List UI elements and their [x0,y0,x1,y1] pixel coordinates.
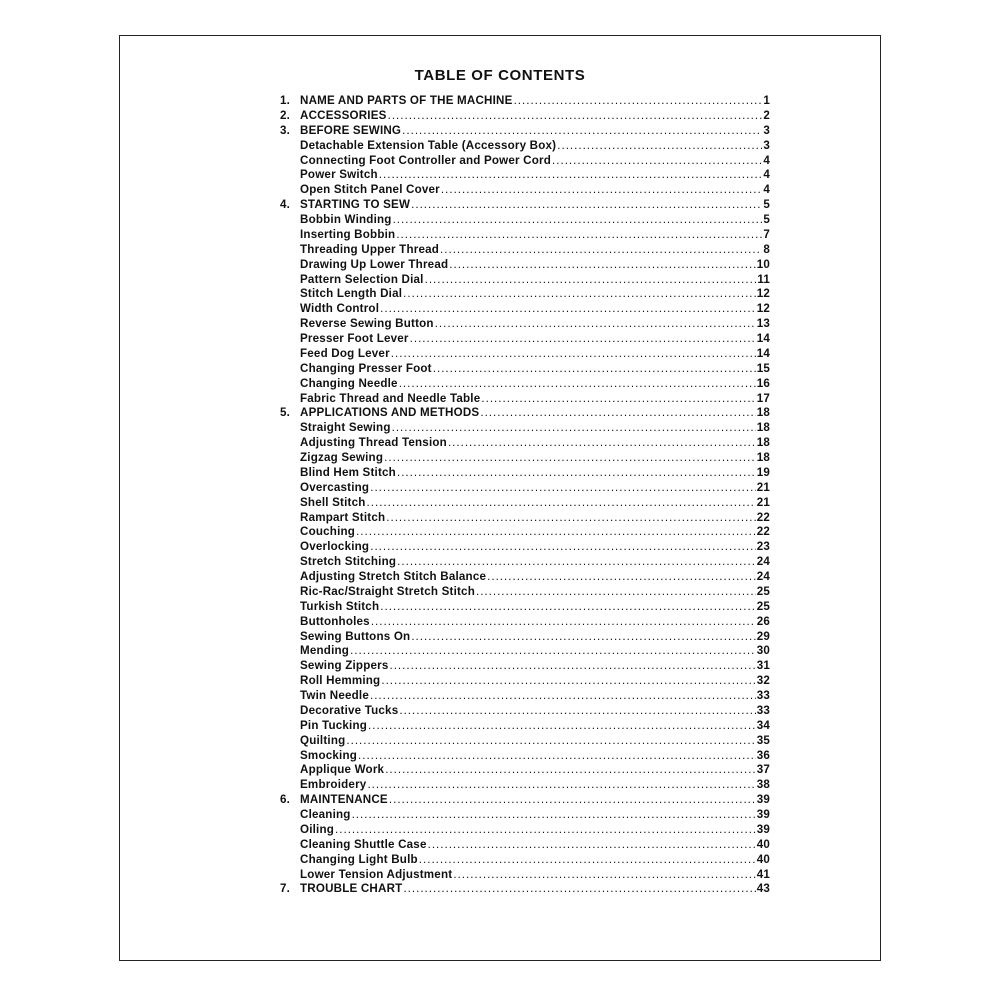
dot-leader [380,600,755,615]
dot-leader [388,109,763,124]
toc-subsection-entry [280,287,770,302]
toc-entry-number: 2. [280,108,291,122]
toc-entry-label: Buttonholes [300,614,370,628]
toc-entry-label: Roll Hemming [300,674,381,688]
toc-entry-page-number: 33 [756,689,770,702]
toc-entry-page-number: 18 [756,406,770,420]
dot-leader [487,570,756,585]
dot-leader [335,823,756,838]
dot-leader [428,838,756,853]
dot-leader [371,615,756,630]
toc-entry-page-number: 39 [756,822,770,836]
toc-entry-label: Stretch Stitching [300,555,397,569]
dot-leader [411,198,762,213]
toc-subsection-entry [280,273,770,288]
toc-entry-page-number: 19 [756,465,770,479]
toc-section-entry [280,793,770,808]
dot-leader [449,258,755,273]
toc-entry-page-number: 11 [757,272,770,286]
toc-entry-page-number: 30 [756,644,770,658]
toc-entry-number: 3. [280,123,291,137]
toc-subsection-entry [280,213,770,228]
dot-leader [389,793,756,808]
dot-leader [403,287,756,302]
document-page [119,35,881,961]
toc-entry-number: 1. [280,94,291,107]
dot-leader [480,406,755,421]
toc-entry-page-number: 16 [756,376,770,390]
toc-subsection-entry [280,451,770,466]
dot-leader [433,362,756,377]
dot-leader [396,228,762,243]
dot-leader [419,853,756,868]
toc-entry-label: Turkish Stitch [300,599,380,613]
dot-leader [350,644,756,659]
toc-entry-page-number: 18 [756,451,770,464]
toc-entry-page-number: 1 [763,94,770,107]
toc-subsection-entry [280,317,770,332]
toc-subsection-entry [280,570,770,585]
toc-entry-page-number: 40 [756,837,770,851]
toc-entry-number: 7. [280,882,291,896]
toc-subsection-entry [280,853,770,868]
dot-leader [380,302,756,317]
toc-subsection-entry [280,540,770,555]
toc-entry-page-number: 41 [756,867,770,881]
toc-section-entry [280,124,770,139]
toc-subsection-entry [280,778,770,793]
toc-entry-page-number: 3 [763,123,770,137]
dot-leader [410,332,756,347]
dot-leader [393,213,763,228]
toc-subsection-entry [280,674,770,689]
toc-entry-label: Overlocking [300,540,370,554]
toc-subsection-entry [280,258,770,273]
toc-entry-label: Sewing Zippers [300,659,389,673]
toc-entry-label: Blind Hem Stitch [300,465,396,479]
dot-leader [403,882,755,897]
toc-entry-label: Changing Light Bulb [300,852,418,866]
toc-entry-label: Applique Work [300,763,385,777]
toc-subsection-entry [280,868,770,883]
toc-subsection-entry [280,183,770,198]
dot-leader [370,481,755,496]
toc-subsection-entry [280,496,770,511]
toc-entry-page-number: 14 [756,346,770,360]
toc-entry-page-number: 33 [756,703,770,717]
dot-leader [397,555,756,570]
toc-entry-page-number: 4 [763,183,770,197]
toc-subsection-entry [280,644,770,659]
toc-entry-label: APPLICATIONS AND METHODS [300,406,480,420]
toc-entry-label: Detachable Extension Table (Accessory Box) [300,138,557,152]
dot-leader [411,630,755,645]
toc-entry-label: Oiling [300,822,335,836]
toc-entry-label: Straight Sewing [300,421,391,435]
toc-subsection-entry [280,466,770,481]
dot-leader [514,94,763,109]
toc-section-entry [280,94,770,109]
toc-entry-label: Pattern Selection Dial [300,272,424,286]
toc-subsection-entry [280,630,770,645]
table-of-contents [280,94,770,897]
toc-entry-page-number: 36 [756,748,770,762]
toc-entry-label: Adjusting Stretch Stitch Balance [300,570,487,583]
toc-entry-number: 5. [280,406,291,420]
toc-entry-label: Twin Needle [300,689,369,702]
toc-section-entry [280,882,770,897]
dot-leader [392,421,756,436]
toc-entry-page-number: 23 [756,540,770,554]
toc-entry-label: Lower Tension Adjustment [300,867,453,881]
toc-entry-page-number: 24 [756,555,770,569]
toc-subsection-entry [280,808,770,823]
toc-entry-label: Changing Needle [300,376,398,390]
toc-subsection-entry [280,823,770,838]
toc-subsection-entry [280,689,770,704]
dot-leader [352,808,756,823]
page-title: TABLE OF CONTENTS [414,67,586,84]
toc-entry-label: ACCESSORIES [300,108,387,122]
dot-leader [367,778,755,793]
toc-subsection-entry [280,734,770,749]
toc-subsection-entry [280,481,770,496]
dot-leader [379,168,763,183]
toc-entry-label: Changing Presser Foot [300,361,432,375]
toc-entry-label: Mending [300,644,350,658]
toc-entry-label: Embroidery [300,778,367,792]
toc-subsection-entry [280,347,770,362]
dot-leader [557,139,762,154]
dot-leader [367,496,756,511]
toc-subsection-entry [280,139,770,154]
dot-leader [453,868,755,883]
toc-entry-page-number: 24 [756,570,770,583]
dot-leader [435,317,756,332]
toc-subsection-entry [280,168,770,183]
toc-entry-page-number: 5 [763,198,770,212]
toc-section-entry [280,109,770,124]
toc-entry-label: Connecting Foot Controller and Power Cord [300,153,552,167]
toc-entry-label: Decorative Tucks [300,703,399,717]
toc-entry-page-number: 40 [756,852,770,866]
toc-entry-label: Reverse Sewing Button [300,317,434,331]
toc-entry-page-number: 14 [756,332,770,345]
toc-entry-label: Rampart Stitch [300,510,386,524]
toc-entry-page-number: 4 [763,153,770,167]
dot-leader [356,525,756,540]
toc-entry-page-number: 31 [756,659,770,673]
toc-subsection-entry [280,838,770,853]
toc-entry-page-number: 3 [763,138,770,152]
toc-entry-label: Couching [300,525,356,539]
dot-leader [397,466,756,481]
toc-entry-label: MAINTENANCE [300,793,388,807]
toc-entry-page-number: 38 [756,778,770,792]
toc-entry-label: Cleaning [300,808,351,821]
dot-leader [384,451,756,466]
toc-entry-page-number: 2 [763,108,770,122]
toc-entry-label: TROUBLE CHART [300,882,403,896]
toc-entry-label: Fabric Thread and Needle Table [300,391,481,405]
toc-entry-page-number: 18 [756,421,770,435]
toc-entry-label: Feed Dog Lever [300,346,390,360]
toc-entry-label: Shell Stitch [300,495,366,509]
toc-entry-page-number: 32 [756,674,770,688]
toc-entry-label: Adjusting Thread Tension [300,436,447,450]
toc-subsection-entry [280,392,770,407]
toc-entry-page-number: 29 [756,629,770,643]
dot-leader [440,243,762,258]
toc-entry-page-number: 15 [756,361,770,375]
toc-entry-label: Inserting Bobbin [300,227,396,241]
toc-entry-label: BEFORE SEWING [300,123,402,137]
toc-subsection-entry [280,154,770,169]
toc-entry-page-number: 39 [756,808,770,821]
toc-entry-page-number: 21 [756,495,770,509]
toc-entry-page-number: 43 [756,882,770,896]
dot-leader [476,585,756,600]
dot-leader [391,347,756,362]
dot-leader [448,436,756,451]
toc-entry-number: 4. [280,198,291,212]
dot-leader [385,763,756,778]
toc-subsection-entry [280,243,770,258]
toc-entry-page-number: 25 [756,599,770,613]
toc-subsection-entry [280,511,770,526]
toc-entry-page-number: 7 [763,227,770,241]
toc-entry-label: Quilting [300,733,346,747]
dot-leader [425,273,757,288]
toc-entry-page-number: 37 [756,763,770,777]
dot-leader [441,183,762,198]
toc-subsection-entry [280,332,770,347]
toc-entry-label: Open Stitch Panel Cover [300,183,440,197]
toc-subsection-entry [280,377,770,392]
toc-entry-label: Stitch Length Dial [300,287,403,301]
toc-subsection-entry [280,362,770,377]
toc-entry-page-number: 17 [756,391,770,405]
toc-entry-label: Presser Foot Lever [300,332,409,345]
dot-leader [481,392,755,407]
toc-entry-page-number: 5 [763,213,770,226]
toc-entry-page-number: 13 [756,317,770,331]
toc-entry-page-number: 4 [763,168,770,182]
toc-subsection-entry [280,704,770,719]
toc-subsection-entry [280,555,770,570]
toc-subsection-entry [280,719,770,734]
dot-leader [346,734,755,749]
toc-subsection-entry [280,659,770,674]
toc-entry-number: 6. [280,793,291,807]
toc-entry-label: Overcasting [300,480,370,494]
toc-entry-page-number: 12 [756,287,770,301]
toc-entry-page-number: 39 [756,793,770,807]
toc-entry-label: Power Switch [300,168,378,182]
toc-entry-page-number: 26 [756,614,770,628]
dot-leader [368,719,756,734]
toc-entry-label: Width Control [300,302,380,316]
toc-entry-label: Bobbin Winding [300,213,392,226]
toc-entry-label: NAME AND PARTS OF THE MACHINE [300,94,513,107]
dot-leader [370,689,756,704]
toc-entry-page-number: 21 [756,480,770,494]
toc-entry-label: STARTING TO SEW [300,198,411,212]
toc-entry-page-number: 8 [763,242,770,256]
dot-leader [381,674,755,689]
toc-subsection-entry [280,585,770,600]
toc-entry-page-number: 22 [756,525,770,539]
toc-entry-page-number: 12 [756,302,770,316]
toc-entry-label: Zigzag Sewing [300,451,384,464]
toc-entry-page-number: 25 [756,584,770,598]
dot-leader [552,154,762,169]
toc-section-entry [280,198,770,213]
toc-entry-label: Drawing Up Lower Thread [300,257,449,271]
toc-subsection-entry [280,615,770,630]
toc-entry-page-number: 35 [756,733,770,747]
dot-leader [386,511,755,526]
dot-leader [389,659,755,674]
toc-entry-page-number: 18 [756,436,770,450]
toc-entry-label: Ric-Rac/Straight Stretch Stitch [300,584,475,598]
toc-subsection-entry [280,600,770,615]
toc-entry-label: Smocking [300,748,358,762]
toc-subsection-entry [280,228,770,243]
toc-entry-page-number: 22 [756,510,770,524]
dot-leader [358,749,756,764]
toc-entry-page-number: 34 [756,718,770,732]
toc-subsection-entry [280,749,770,764]
toc-section-entry [280,406,770,421]
toc-entry-label: Pin Tucking [300,718,368,732]
toc-entry-page-number: 10 [756,257,770,271]
dot-leader [402,124,762,139]
toc-subsection-entry [280,525,770,540]
toc-entry-label: Sewing Buttons On [300,629,411,643]
toc-subsection-entry [280,763,770,778]
toc-subsection-entry [280,302,770,317]
toc-subsection-entry [280,436,770,451]
toc-entry-label: Threading Upper Thread [300,242,440,256]
dot-leader [399,377,756,392]
toc-entry-label: Cleaning Shuttle Case [300,837,427,851]
dot-leader [399,704,755,719]
toc-subsection-entry [280,421,770,436]
dot-leader [370,540,755,555]
